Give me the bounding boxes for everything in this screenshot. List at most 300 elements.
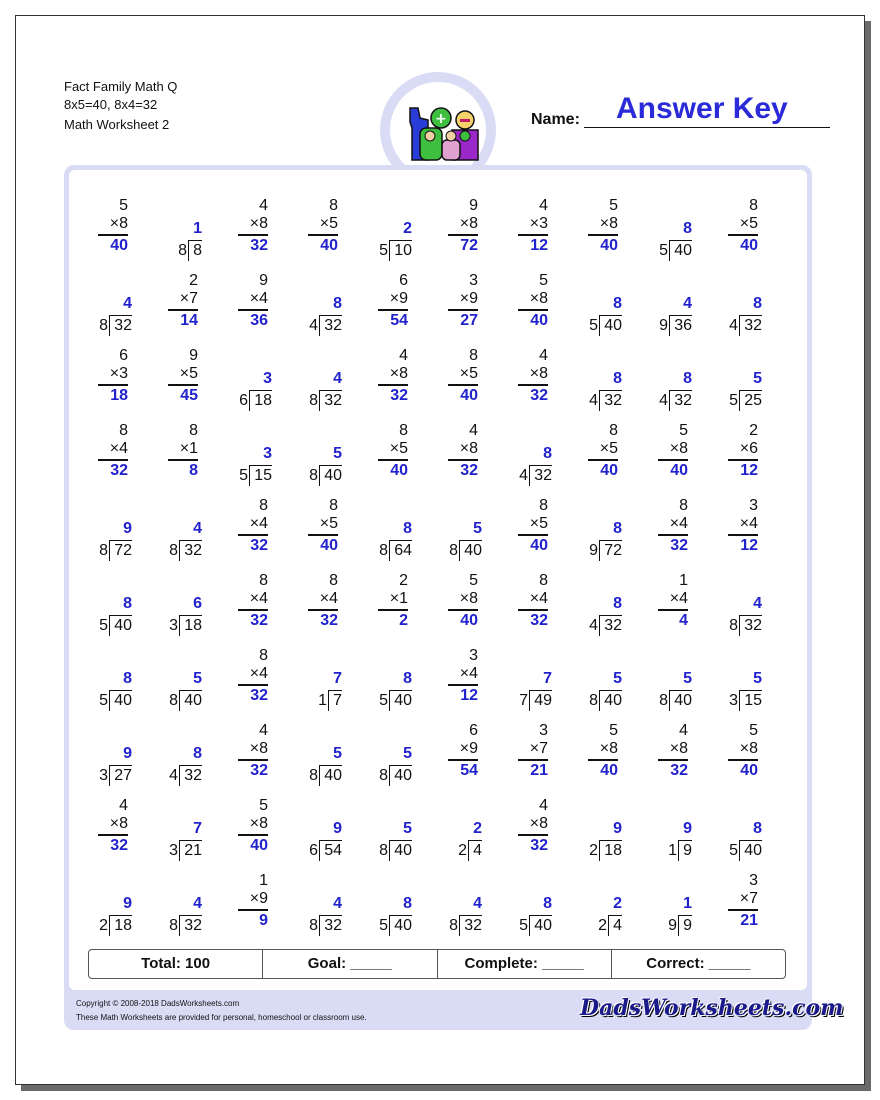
times-sign: ×	[599, 215, 610, 232]
problem-cell	[638, 493, 708, 568]
problem-cell	[358, 418, 428, 493]
dividend: 40	[599, 690, 622, 711]
times-sign: ×	[389, 590, 400, 607]
problem-cell	[218, 493, 288, 568]
product-answer: 32	[670, 762, 688, 779]
problem-cell	[288, 268, 358, 343]
answer-rule	[658, 609, 688, 611]
worksheet-number: Math Worksheet 2	[64, 117, 170, 132]
answer-rule	[308, 234, 338, 236]
problem-cell	[498, 643, 568, 718]
dividend: 18	[599, 840, 622, 861]
multiplication-problem	[522, 797, 548, 855]
times-sign: ×	[389, 365, 400, 382]
times-sign: ×	[529, 515, 540, 532]
multiplier-value: 5	[329, 515, 338, 532]
quotient-answer: 4	[333, 370, 342, 387]
division-problem	[506, 445, 566, 485]
quotient-answer: 9	[123, 520, 132, 537]
times-sign: ×	[179, 290, 190, 307]
product-answer: 40	[530, 312, 548, 329]
answer-rule	[518, 384, 548, 386]
multiplicand: 4	[539, 797, 548, 814]
divisor: 6	[309, 842, 318, 859]
product-answer: 72	[460, 237, 478, 254]
quotient-answer: 4	[193, 520, 202, 537]
quotient-answer: 1	[193, 220, 202, 237]
problem-cell	[428, 343, 498, 418]
multiplicand: 8	[399, 422, 408, 439]
problem-cell	[498, 718, 568, 793]
multiplier-value: 8	[259, 740, 268, 757]
multiplication-problem	[522, 272, 548, 330]
answer-rule	[518, 834, 548, 836]
multiplier	[102, 440, 128, 458]
division-problem	[226, 370, 286, 410]
dividend: 40	[669, 690, 692, 711]
divisor: 3	[729, 692, 738, 709]
quotient-answer: 8	[683, 220, 692, 237]
division-problem	[646, 820, 706, 860]
answer-rule	[98, 234, 128, 236]
worksheet-title: Fact Family Math Q	[64, 79, 178, 94]
problem-cell	[218, 868, 288, 943]
divisor: 5	[379, 692, 388, 709]
dividend: 32	[459, 915, 482, 936]
division-problem	[86, 745, 146, 785]
multiplier-value: 3	[539, 215, 548, 232]
multiplication-problem	[522, 347, 548, 405]
times-sign: ×	[319, 590, 330, 607]
divisor: 4	[169, 767, 178, 784]
problem-cell	[78, 268, 148, 343]
product-answer: 40	[530, 537, 548, 554]
answer-rule	[378, 309, 408, 311]
divisor: 9	[659, 317, 668, 334]
answer-rule	[378, 459, 408, 461]
divisor: 8	[379, 542, 388, 559]
product-answer: 40	[320, 237, 338, 254]
answer-rule	[378, 609, 408, 611]
dividend: 40	[389, 765, 412, 786]
dividend: 32	[599, 615, 622, 636]
multiplier	[452, 740, 478, 758]
answer-rule	[518, 234, 548, 236]
times-sign: ×	[249, 890, 260, 907]
dividend: 32	[669, 390, 692, 411]
multiplier	[102, 365, 128, 383]
answer-rule	[238, 534, 268, 536]
dividend: 32	[529, 465, 552, 486]
multiplication-problem	[522, 497, 548, 555]
multiplier	[732, 440, 758, 458]
divisor: 5	[729, 392, 738, 409]
name-label: Name:	[531, 111, 580, 128]
product-answer: 54	[390, 312, 408, 329]
problem-cell	[148, 418, 218, 493]
division-problem	[646, 370, 706, 410]
multiplier-value: 4	[679, 515, 688, 532]
division-problem	[296, 370, 356, 410]
multiplication-problem	[592, 197, 618, 255]
answer-rule	[658, 534, 688, 536]
name-field[interactable]	[584, 127, 830, 128]
multiplication-problem	[102, 422, 128, 480]
multiplication-problem	[102, 797, 128, 855]
divisor: 8	[309, 917, 318, 934]
dividend: 15	[249, 465, 272, 486]
times-sign: ×	[529, 365, 540, 382]
multiplier-value: 5	[539, 515, 548, 532]
problem-cell	[218, 343, 288, 418]
multiplicand: 3	[749, 872, 758, 889]
multiplicand: 5	[259, 797, 268, 814]
multiplication-problem	[662, 572, 688, 630]
answer-rule	[448, 234, 478, 236]
product-answer: 40	[740, 762, 758, 779]
times-sign: ×	[739, 890, 750, 907]
multiplicand: 8	[539, 497, 548, 514]
quotient-answer: 5	[193, 670, 202, 687]
answer-rule	[308, 609, 338, 611]
multiplier	[242, 890, 268, 908]
dividend: 18	[179, 615, 202, 636]
division-problem	[156, 520, 216, 560]
times-sign: ×	[669, 440, 680, 457]
dividend: 32	[179, 540, 202, 561]
answer-rule	[98, 834, 128, 836]
dividend: 32	[319, 390, 342, 411]
answer-rule	[378, 384, 408, 386]
problem-cell	[148, 193, 218, 268]
times-sign: ×	[249, 815, 260, 832]
answer-rule	[518, 759, 548, 761]
multiplication-problem	[382, 572, 408, 630]
division-problem	[436, 520, 496, 560]
multiplicand: 3	[469, 272, 478, 289]
product-answer: 40	[110, 237, 128, 254]
multiplicand: 4	[399, 347, 408, 364]
multiplier	[382, 290, 408, 308]
product-answer: 40	[740, 237, 758, 254]
problem-cell	[78, 568, 148, 643]
times-sign: ×	[739, 515, 750, 532]
times-sign: ×	[459, 290, 470, 307]
multiplication-problem	[172, 272, 198, 330]
dividend: 32	[109, 315, 132, 336]
answer-rule	[238, 309, 268, 311]
dividend: 40	[109, 690, 132, 711]
problem-cell	[638, 418, 708, 493]
division-problem	[156, 670, 216, 710]
multiplier-value: 1	[399, 590, 408, 607]
times-sign: ×	[179, 440, 190, 457]
multiplication-problem	[102, 197, 128, 255]
divisor: 9	[589, 542, 598, 559]
division-problem	[576, 520, 636, 560]
product-answer: 2	[399, 612, 408, 629]
problem-cell	[148, 793, 218, 868]
correct-field[interactable]: Correct: _____	[646, 955, 751, 972]
dividend: 40	[179, 690, 202, 711]
product-answer: 32	[530, 837, 548, 854]
product-answer: 36	[250, 312, 268, 329]
dividend: 32	[179, 765, 202, 786]
divisor: 1	[668, 842, 677, 859]
brand-logo: DadsWorksheets.com	[580, 995, 844, 1021]
multiplication-problem	[452, 272, 478, 330]
times-sign: ×	[459, 365, 470, 382]
quotient-answer: 9	[613, 820, 622, 837]
product-answer: 18	[110, 387, 128, 404]
problem-cell	[498, 568, 568, 643]
dividend: 40	[599, 315, 622, 336]
divisor: 8	[169, 692, 178, 709]
quotient-answer: 5	[403, 745, 412, 762]
times-sign: ×	[249, 665, 260, 682]
score-bar	[88, 949, 786, 979]
product-answer: 27	[460, 312, 478, 329]
multiplicand: 8	[259, 497, 268, 514]
times-sign: ×	[599, 440, 610, 457]
goal-field[interactable]: Goal: _____	[263, 950, 437, 978]
quotient-answer: 1	[683, 895, 692, 912]
answer-rule	[448, 459, 478, 461]
multiplicand: 9	[469, 197, 478, 214]
multiplier-value: 8	[469, 590, 478, 607]
times-sign: ×	[179, 365, 190, 382]
multiplication-problem	[732, 872, 758, 930]
product-answer: 32	[670, 537, 688, 554]
dividend: 72	[109, 540, 132, 561]
multiplicand: 2	[749, 422, 758, 439]
divisor: 8	[169, 917, 178, 934]
division-problem	[716, 595, 776, 635]
division-problem	[86, 520, 146, 560]
multiplier-value: 8	[469, 440, 478, 457]
multiplier-value: 4	[679, 590, 688, 607]
multiplier	[312, 215, 338, 233]
problem-cell	[288, 343, 358, 418]
product-answer: 32	[320, 612, 338, 629]
problem-cell	[708, 643, 778, 718]
times-sign: ×	[109, 815, 120, 832]
answer-rule	[518, 309, 548, 311]
times-sign: ×	[669, 590, 680, 607]
multiplier	[592, 215, 618, 233]
answer-rule	[238, 759, 268, 761]
times-sign: ×	[529, 290, 540, 307]
division-problem	[366, 895, 426, 935]
divisor: 3	[99, 767, 108, 784]
dividend: 40	[669, 240, 692, 261]
multiplier	[662, 740, 688, 758]
problem-cell	[358, 718, 428, 793]
answer-rule	[448, 384, 478, 386]
multiplicand: 9	[259, 272, 268, 289]
multiplication-problem	[452, 722, 478, 780]
quotient-answer: 5	[473, 520, 482, 537]
product-answer: 40	[390, 462, 408, 479]
problem-cell	[638, 568, 708, 643]
times-sign: ×	[319, 515, 330, 532]
quotient-answer: 4	[683, 295, 692, 312]
multiplier	[312, 590, 338, 608]
multiplier-value: 5	[749, 215, 758, 232]
multiplier	[592, 440, 618, 458]
division-problem	[366, 220, 426, 260]
problem-cell	[428, 418, 498, 493]
problem-cell	[358, 793, 428, 868]
dividend: 64	[389, 540, 412, 561]
problem-cell	[428, 868, 498, 943]
quotient-answer: 7	[193, 820, 202, 837]
dividend: 25	[739, 390, 762, 411]
times-sign: ×	[529, 740, 540, 757]
multiplicand: 8	[119, 422, 128, 439]
answer-rule	[238, 684, 268, 686]
multiplier	[452, 440, 478, 458]
product-answer: 40	[600, 762, 618, 779]
division-problem	[576, 370, 636, 410]
quotient-answer: 9	[333, 820, 342, 837]
times-sign: ×	[669, 740, 680, 757]
problem-cell	[148, 343, 218, 418]
multiplier	[662, 590, 688, 608]
multiplier-value: 4	[469, 665, 478, 682]
multiplicand: 4	[539, 197, 548, 214]
problem-cell	[78, 418, 148, 493]
product-answer: 45	[180, 387, 198, 404]
division-problem	[576, 670, 636, 710]
answer-rule	[238, 909, 268, 911]
divisor: 8	[379, 767, 388, 784]
division-problem	[646, 670, 706, 710]
answer-rule	[98, 459, 128, 461]
problem-cell	[428, 193, 498, 268]
multiplier-value: 8	[399, 365, 408, 382]
problem-cell	[638, 268, 708, 343]
multiplier-value: 8	[469, 215, 478, 232]
multiplicand: 3	[469, 647, 478, 664]
times-sign: ×	[109, 365, 120, 382]
problem-cell	[78, 493, 148, 568]
multiplier-value: 8	[749, 740, 758, 757]
problem-cell	[358, 568, 428, 643]
problem-cell	[358, 193, 428, 268]
problem-cell	[708, 568, 778, 643]
multiplier-value: 8	[609, 215, 618, 232]
multiplicand: 8	[469, 347, 478, 364]
quotient-answer: 9	[123, 895, 132, 912]
answer-rule	[308, 534, 338, 536]
divisor: 5	[99, 617, 108, 634]
division-problem	[296, 670, 356, 710]
quotient-answer: 5	[753, 370, 762, 387]
problem-cell	[498, 268, 568, 343]
product-answer: 12	[740, 462, 758, 479]
product-answer: 32	[250, 612, 268, 629]
times-sign: ×	[669, 515, 680, 532]
answer-rule	[168, 384, 198, 386]
quotient-answer: 8	[123, 595, 132, 612]
product-answer: 40	[320, 537, 338, 554]
multiplier-value: 3	[119, 365, 128, 382]
multiplier	[242, 215, 268, 233]
problem-cell	[218, 268, 288, 343]
problem-cell	[358, 268, 428, 343]
complete-field[interactable]: Complete: _____	[438, 950, 612, 978]
divisor: 9	[668, 917, 677, 934]
quotient-answer: 5	[403, 820, 412, 837]
dividend: 32	[179, 915, 202, 936]
product-answer: 40	[460, 612, 478, 629]
multiplier	[732, 740, 758, 758]
product-answer: 32	[390, 387, 408, 404]
dividend: 21	[179, 840, 202, 861]
problem-cell	[78, 718, 148, 793]
problem-cell	[568, 568, 638, 643]
quotient-answer: 8	[613, 520, 622, 537]
multiplier	[732, 215, 758, 233]
quotient-answer: 8	[683, 370, 692, 387]
multiplication-problem	[592, 722, 618, 780]
times-sign: ×	[109, 215, 120, 232]
problem-cell	[568, 343, 638, 418]
multiplicand: 6	[469, 722, 478, 739]
multiplicand: 5	[679, 422, 688, 439]
times-sign: ×	[459, 665, 470, 682]
quotient-answer: 4	[333, 895, 342, 912]
dividend: 54	[319, 840, 342, 861]
multiplication-problem	[452, 647, 478, 705]
answer-rule	[728, 909, 758, 911]
multiplication-problem	[452, 572, 478, 630]
problem-cell	[708, 493, 778, 568]
dividend: 4	[608, 915, 622, 936]
multiplier	[172, 365, 198, 383]
dividend: 32	[739, 615, 762, 636]
dividend: 40	[529, 915, 552, 936]
divisor: 4	[729, 317, 738, 334]
divisor: 5	[379, 242, 388, 259]
dividend: 18	[249, 390, 272, 411]
multiplication-problem	[382, 347, 408, 405]
problem-cell	[498, 868, 568, 943]
problem-cell	[288, 868, 358, 943]
multiplicand: 6	[399, 272, 408, 289]
multiplication-problem	[242, 872, 268, 930]
times-sign: ×	[109, 440, 120, 457]
dividend: 40	[389, 690, 412, 711]
dividend: 40	[389, 915, 412, 936]
division-problem	[366, 670, 426, 710]
answer-rule	[728, 759, 758, 761]
svg-text:+: +	[435, 111, 447, 127]
problem-cell	[708, 793, 778, 868]
divisor: 8	[379, 842, 388, 859]
division-problem	[86, 895, 146, 935]
multiplier-value: 9	[469, 740, 478, 757]
divisor: 5	[589, 317, 598, 334]
problem-cell	[148, 568, 218, 643]
divisor: 5	[659, 242, 668, 259]
multiplication-problem	[242, 197, 268, 255]
multiplier-value: 4	[539, 590, 548, 607]
division-problem	[296, 445, 356, 485]
problem-cell	[498, 418, 568, 493]
multiplier-value: 8	[539, 815, 548, 832]
